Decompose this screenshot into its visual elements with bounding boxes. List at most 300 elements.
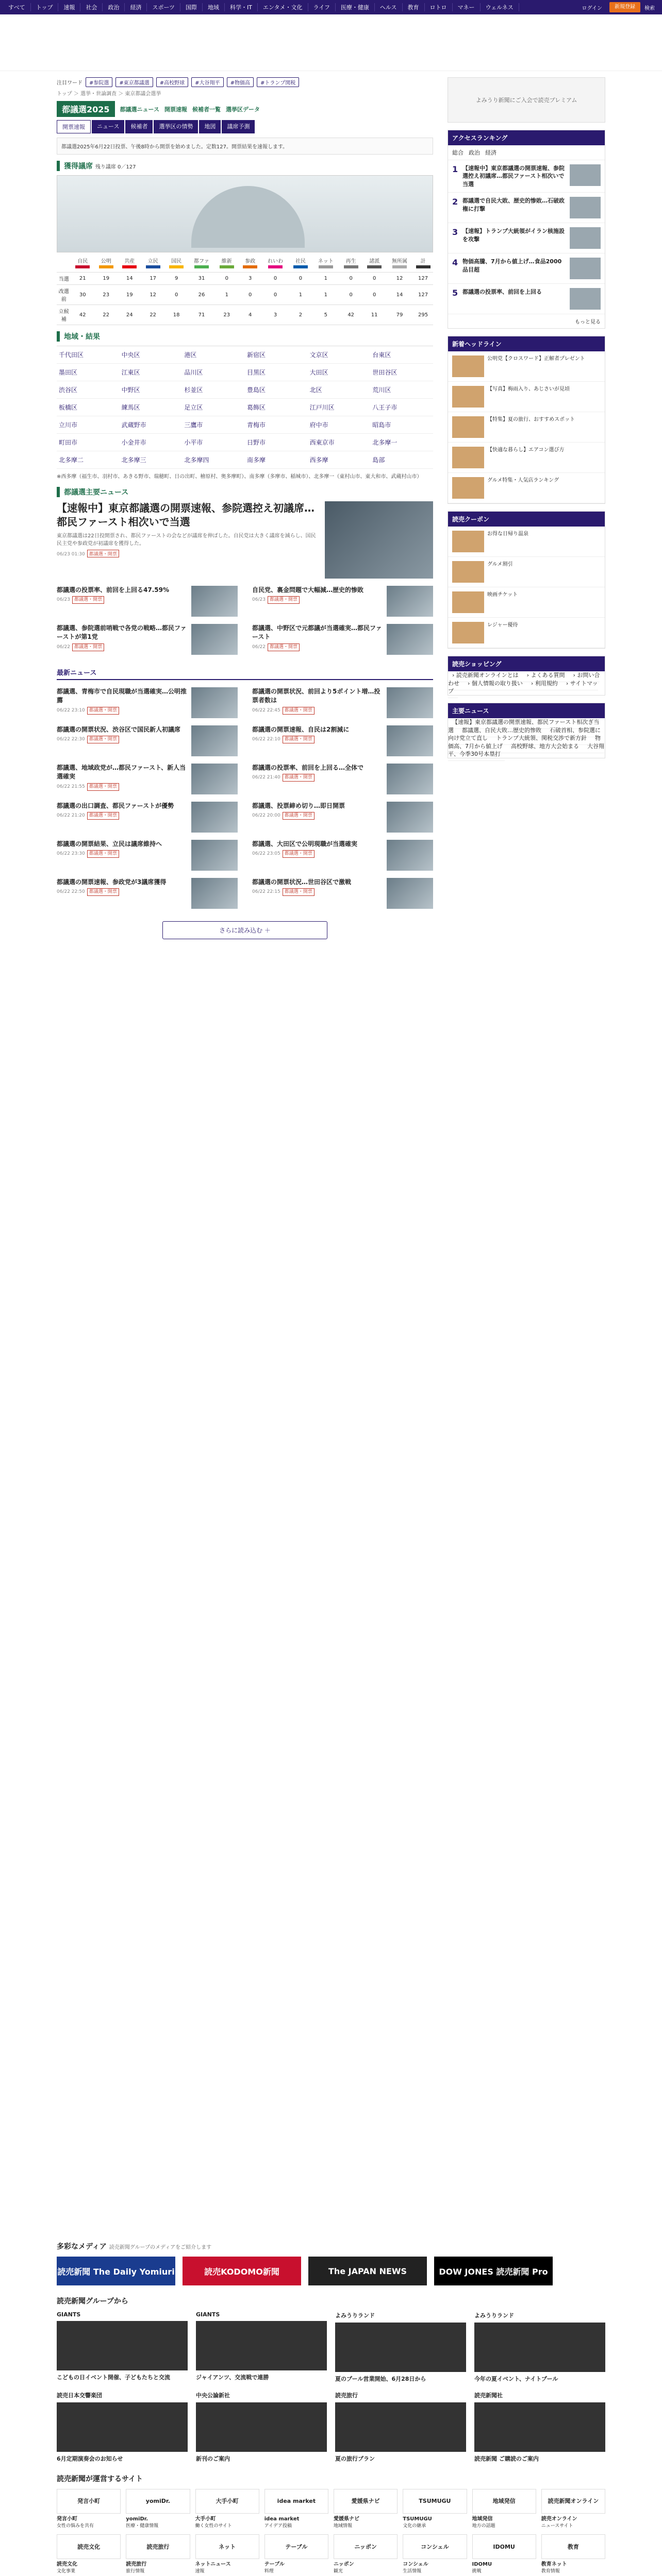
- group-title[interactable]: 夏のプール営業開始、6月28日から: [335, 2376, 426, 2382]
- trending-tag[interactable]: #高校野球: [156, 77, 188, 87]
- nav-item-10[interactable]: エンタメ・文化: [258, 3, 308, 11]
- group-card[interactable]: [57, 2391, 188, 2463]
- section-tab[interactable]: 選挙区の情勢: [154, 120, 198, 133]
- seat-header: 諸派: [362, 255, 386, 273]
- group-title[interactable]: 夏の旅行プラン: [335, 2455, 375, 2463]
- side-link[interactable]: › お問い合わせ: [448, 669, 600, 690]
- top-story-image[interactable]: [325, 501, 433, 579]
- promo-title[interactable]: 公明党【クロスワード】正解者プレゼント: [487, 356, 585, 362]
- site-logo[interactable]: 読売文化: [57, 2534, 121, 2559]
- site-card[interactable]: [403, 2489, 467, 2530]
- site-logo[interactable]: 読売新聞オンライン: [541, 2489, 605, 2514]
- group-card[interactable]: [196, 2311, 327, 2383]
- side-ad[interactable]: よみうり新聞にご入会で読売プレミアム: [448, 77, 605, 123]
- region-link[interactable]: 文京区: [308, 346, 371, 364]
- nav-item-13[interactable]: ヘルス: [375, 3, 403, 11]
- news-item[interactable]: [252, 764, 433, 794]
- news-thumb[interactable]: [191, 586, 238, 617]
- section-tab[interactable]: 地図: [199, 120, 221, 133]
- site-name: idea market: [264, 2516, 300, 2522]
- nav-item-7[interactable]: 国際: [180, 3, 203, 11]
- nav-item-17[interactable]: ウェルネス: [481, 3, 519, 11]
- coupon-title[interactable]: 映画チケット: [487, 592, 518, 598]
- seat-cell: 42: [339, 305, 362, 325]
- news-item[interactable]: [252, 725, 433, 756]
- coupon-thumb[interactable]: [452, 591, 484, 613]
- site-logo[interactable]: TSUMUGU: [403, 2489, 467, 2514]
- nav-item-0[interactable]: すべて: [3, 3, 31, 11]
- promo-item[interactable]: [448, 351, 605, 382]
- promo-item[interactable]: [448, 473, 605, 503]
- group-heading: 読売新聞グループから: [57, 2297, 128, 2306]
- nav-item-3[interactable]: 社会: [80, 3, 103, 11]
- site-name: テーブル: [264, 2562, 285, 2568]
- election-logo[interactable]: 都議選2025: [57, 101, 115, 117]
- section-tab[interactable]: 候補者: [125, 120, 153, 133]
- group-title[interactable]: ジャイアンツ、交流戦で連勝: [196, 2374, 269, 2381]
- news-title[interactable]: 都議選、投票締め切り…即日開票 06/22 20:00 都議選・開票: [252, 802, 383, 833]
- seat-header: ネット: [312, 255, 339, 273]
- ranking-tab[interactable]: 総合: [452, 149, 464, 156]
- election-tab[interactable]: 選挙区データ: [226, 106, 260, 113]
- site-card[interactable]: [195, 2534, 259, 2575]
- site-logo[interactable]: 教育: [541, 2534, 605, 2559]
- load-more-button[interactable]: さらに読み込む ＋: [162, 921, 327, 939]
- news-item[interactable]: [252, 840, 433, 871]
- promo-item[interactable]: [448, 443, 605, 473]
- region-link[interactable]: 武蔵野市: [120, 416, 183, 434]
- media-logo[interactable]: 読売新聞 The Daily Yomiuri: [57, 2257, 175, 2285]
- seat-cell: 0: [289, 273, 312, 285]
- region-note: ※西多摩（福生市、羽村市、あきる野市、瑞穂町、日の出町、檜原村、奥多摩町）、南多摩（多摩市、稲城市）、北多摩一（東村山市、東大和市、武蔵村山市）: [57, 474, 422, 480]
- election-tab[interactable]: 都議選ニュース: [120, 106, 159, 113]
- group-title[interactable]: 今年の夏イベント、ナイトプール: [474, 2376, 558, 2382]
- region-link[interactable]: 中央区: [120, 346, 183, 364]
- group-title[interactable]: 6月定期演奏会のお知らせ: [57, 2455, 123, 2463]
- news-item[interactable]: [57, 725, 238, 756]
- region-link[interactable]: 南多摩: [245, 451, 308, 469]
- region-link[interactable]: 北多摩四: [182, 451, 245, 469]
- region-link[interactable]: 荒川区: [370, 381, 433, 399]
- group-card[interactable]: [474, 2391, 605, 2463]
- promo-thumb[interactable]: [452, 477, 484, 499]
- login-link[interactable]: ログイン: [582, 5, 602, 11]
- region-link[interactable]: 町田市: [57, 434, 120, 451]
- news-title[interactable]: 自民党、裏金問題で大幅減…歴史的惨敗 06/23 都議選・開票: [252, 586, 383, 617]
- top-news-link[interactable]: 大谷翔平、今季30号本塁打: [448, 740, 604, 761]
- ranking-tab[interactable]: 政治: [469, 149, 480, 156]
- group-card[interactable]: [335, 2391, 466, 2463]
- news-thumb[interactable]: [387, 624, 433, 655]
- rank-title[interactable]: 物価高騰、7月から値上げ…食品2000品目超: [462, 258, 562, 273]
- news-title[interactable]: 都議選の投票率、前回を上回る…全体で 06/22 21:40 都議選・開票: [252, 764, 383, 794]
- site-logo[interactable]: idea market: [264, 2489, 328, 2514]
- nav-item-4[interactable]: 政治: [103, 3, 125, 11]
- region-link[interactable]: 港区: [182, 346, 245, 364]
- site-logo[interactable]: 愛媛県ナビ: [334, 2489, 398, 2514]
- seat-cell: 5: [312, 305, 339, 325]
- trending-tag[interactable]: #東京都議選: [115, 77, 153, 87]
- top-story-title[interactable]: 【速報中】東京都議選の開票速報、参院選控え初議席…都民ファースト相次いで当選: [57, 502, 315, 528]
- seat-cell: 26: [188, 285, 215, 305]
- trending-tag[interactable]: #トランプ関税: [257, 77, 299, 87]
- news-meta: 06/22 21:55 都議選・開票: [57, 783, 187, 791]
- site-name: 地域発信: [472, 2516, 493, 2522]
- coupon-item[interactable]: [448, 587, 605, 618]
- top-news-box: [448, 703, 605, 758]
- promo-title[interactable]: 【快適な暮らし】エアコン選び方: [487, 447, 565, 453]
- news-title[interactable]: 都議選、青梅市で自民現職が当選確実…公明推薦 06/22 23:10 都議選・開票: [57, 687, 187, 718]
- coupon-title[interactable]: レジャー優待: [487, 622, 518, 629]
- rank-thumb[interactable]: [570, 164, 601, 186]
- side-link[interactable]: › 個人情報の取り扱い: [464, 677, 527, 690]
- region-link[interactable]: 日野市: [245, 434, 308, 451]
- region-link[interactable]: 練馬区: [120, 399, 183, 416]
- trending-tag[interactable]: #大谷翔平: [191, 77, 223, 87]
- site-card[interactable]: [334, 2534, 398, 2575]
- news-title[interactable]: 都議選、地域政党が…都民ファースト、新人当選確実 06/22 21:55 都議選・開票: [57, 764, 187, 794]
- region-link[interactable]: 島部: [370, 451, 433, 469]
- region-link[interactable]: 目黒区: [245, 364, 308, 381]
- promo-title[interactable]: 【写真】梅雨入り、あじさいが見頃: [487, 386, 570, 393]
- news-title[interactable]: 都議選の出口調査、都民ファーストが優勢 06/22 21:20 都議選・開票: [57, 802, 187, 833]
- site-card[interactable]: [195, 2489, 259, 2530]
- region-link[interactable]: 大田区: [308, 364, 371, 381]
- ranking-heading: アクセスランキング: [448, 130, 605, 145]
- news-item[interactable]: [57, 764, 238, 794]
- region-link[interactable]: 西多摩: [308, 451, 371, 469]
- news-item[interactable]: [252, 687, 433, 718]
- seat-cell: 0: [362, 285, 386, 305]
- rank-title[interactable]: 都議選の投票率、前回を上回る: [462, 289, 542, 296]
- nav-item-1[interactable]: トップ: [31, 3, 59, 11]
- seat-cell: 21: [71, 273, 94, 285]
- rank-number: 4: [452, 258, 458, 268]
- ranking-item[interactable]: [448, 223, 605, 253]
- top-news-link[interactable]: 高校野球、地方大会始まる: [507, 740, 583, 753]
- region-link[interactable]: 北多摩一: [370, 434, 433, 451]
- group-image[interactable]: [57, 2321, 188, 2370]
- seat-cell: 19: [94, 273, 118, 285]
- region-link[interactable]: 北多摩二: [57, 451, 120, 469]
- party-color-swatch: [122, 265, 137, 268]
- site-grid: [57, 2489, 605, 2575]
- site-logo[interactable]: ニッポン: [334, 2534, 398, 2559]
- coupon-item[interactable]: [448, 557, 605, 587]
- news-item[interactable]: [57, 840, 238, 871]
- promo-thumb[interactable]: [452, 416, 484, 438]
- news-thumb[interactable]: [387, 687, 433, 718]
- region-link[interactable]: 中野区: [120, 381, 183, 399]
- group-image[interactable]: [335, 2402, 466, 2452]
- ranking-more-link[interactable]: もっと見る: [575, 319, 601, 326]
- site-logo[interactable]: 読売旅行: [126, 2534, 190, 2559]
- news-item[interactable]: [57, 802, 238, 833]
- site-logo[interactable]: テーブル: [264, 2534, 328, 2559]
- rank-title[interactable]: 【速報】トランプ大統領がイラン核施設を攻撃: [462, 228, 565, 243]
- group-label: よみうりランド: [474, 2312, 514, 2319]
- group-image[interactable]: [474, 2402, 605, 2452]
- media-logo[interactable]: DOW JONES 読売新聞 Pro: [434, 2257, 553, 2285]
- news-item[interactable]: [252, 624, 433, 655]
- region-link[interactable]: 立川市: [57, 416, 120, 434]
- region-link[interactable]: 西東京市: [308, 434, 371, 451]
- seat-cell: 0: [164, 285, 188, 305]
- region-link[interactable]: 新宿区: [245, 346, 308, 364]
- nav-item-12[interactable]: 医療・健康: [336, 3, 375, 11]
- region-link[interactable]: 板橋区: [57, 399, 120, 416]
- register-button[interactable]: 新規登録: [609, 2, 640, 12]
- rank-number: 3: [452, 227, 458, 238]
- group-label: GIANTS: [196, 2311, 220, 2318]
- seat-header: 共産: [118, 255, 141, 273]
- coupon-title[interactable]: お得な日帰り温泉: [487, 531, 528, 537]
- side-link[interactable]: › よくある質問: [523, 669, 569, 682]
- site-name: ネットニュース: [195, 2562, 231, 2568]
- region-link[interactable]: 青梅市: [245, 416, 308, 434]
- section-tab[interactable]: 開票速報: [57, 120, 91, 133]
- top-news-link[interactable]: トランプ大統領、関税交渉で新方針: [492, 732, 591, 745]
- news-item[interactable]: [57, 586, 238, 617]
- coupon-title[interactable]: グルメ割引: [487, 562, 513, 568]
- site-card[interactable]: [472, 2534, 536, 2575]
- news-badge: 都議選・開票: [87, 736, 119, 743]
- region-link[interactable]: 江戸川区: [308, 399, 371, 416]
- media-logo[interactable]: 読売KODOMO新聞: [183, 2257, 301, 2285]
- promo-title[interactable]: グルメ特集・人気店ランキング: [487, 478, 559, 484]
- news-title[interactable]: 都議選の開票速報、参政党が3議席獲得 06/22 22:50 都議選・開票: [57, 878, 187, 909]
- news-title[interactable]: 都議選の投票率、前回を上回る47.59% 06/23 都議選・開票: [57, 586, 187, 617]
- coupon-item[interactable]: [448, 527, 605, 557]
- site-card[interactable]: [57, 2489, 121, 2530]
- ranking-item[interactable]: [448, 253, 605, 284]
- region-link[interactable]: 台東区: [370, 346, 433, 364]
- ranking-item[interactable]: [448, 284, 605, 314]
- site-card[interactable]: [126, 2489, 190, 2530]
- site-card[interactable]: [57, 2534, 121, 2575]
- site-card[interactable]: [472, 2489, 536, 2530]
- region-link[interactable]: 昭島市: [370, 416, 433, 434]
- party-color-swatch: [319, 265, 333, 268]
- ranking-tab[interactable]: 経済: [485, 149, 496, 156]
- news-thumb[interactable]: [191, 840, 238, 871]
- nav-item-6[interactable]: スポーツ: [147, 3, 180, 11]
- section-tab[interactable]: ニュース: [92, 120, 124, 133]
- election-tab[interactable]: 候補者一覧: [192, 106, 221, 113]
- news-thumb[interactable]: [387, 586, 433, 617]
- news-badge: 都議選・開票: [268, 643, 300, 651]
- news-meta: 06/22 22:10 都議選・開票: [252, 736, 383, 743]
- news-title[interactable]: 都議選、中野区で元都議が当選確実…都民ファースト 06/22 都議選・開票: [252, 624, 383, 655]
- region-link[interactable]: 豊島区: [245, 381, 308, 399]
- news-thumb[interactable]: [191, 687, 238, 718]
- group-title[interactable]: こどもの日イベント開催、子どもたちと交流: [57, 2374, 170, 2381]
- election-header: [57, 101, 433, 117]
- group-title[interactable]: 読売新聞 ご購読のご案内: [474, 2455, 539, 2463]
- rank-number: 5: [452, 288, 458, 298]
- news-title[interactable]: 都議選の開票結果、立民は議席維持へ 06/22 23:30 都議選・開票: [57, 840, 187, 871]
- nav-item-14[interactable]: 教育: [403, 3, 425, 11]
- group-card[interactable]: [196, 2391, 327, 2463]
- rank-thumb[interactable]: [570, 288, 601, 310]
- region-link[interactable]: 世田谷区: [370, 364, 433, 381]
- news-thumb[interactable]: [387, 878, 433, 909]
- group-image[interactable]: [196, 2321, 327, 2370]
- nav-item-2[interactable]: 速報: [58, 3, 80, 11]
- side-link[interactable]: › サイトマップ: [448, 677, 598, 698]
- news-thumb[interactable]: [191, 725, 238, 756]
- party-color-swatch: [146, 265, 160, 268]
- side-link[interactable]: › 読売新聞オンラインとは: [448, 669, 523, 682]
- news-thumb[interactable]: [387, 725, 433, 756]
- site-card[interactable]: [334, 2489, 398, 2530]
- site-desc: 医療・健康情報: [126, 2523, 159, 2529]
- group-card[interactable]: [57, 2311, 188, 2383]
- rank-title[interactable]: 都議選で自民大敗、歴史的惨敗…石破政権に打撃: [462, 197, 565, 212]
- site-card[interactable]: [264, 2534, 328, 2575]
- site-name: コンシェル: [403, 2562, 428, 2568]
- promo-thumb[interactable]: [452, 447, 484, 468]
- coupon-thumb[interactable]: [452, 561, 484, 583]
- site-logo[interactable]: ネット: [195, 2534, 259, 2559]
- header-band: [0, 14, 662, 71]
- search-link[interactable]: 検索: [644, 5, 655, 11]
- group-card[interactable]: [335, 2311, 466, 2383]
- region-link[interactable]: 墨田区: [57, 364, 120, 381]
- top-news-link[interactable]: 【速報】東京都議選の開票速報、都民ファースト相次ぎ当選: [448, 716, 599, 737]
- group-label: 中央公論新社: [196, 2392, 230, 2399]
- group-image[interactable]: [196, 2402, 327, 2452]
- coupon-item[interactable]: [448, 618, 605, 648]
- group-label: 読売旅行: [335, 2392, 358, 2399]
- news-thumb[interactable]: [191, 624, 238, 655]
- news-thumb[interactable]: [387, 764, 433, 794]
- group-image[interactable]: [474, 2323, 605, 2372]
- election-tab[interactable]: 開票速報: [164, 106, 187, 113]
- region-link[interactable]: 府中市: [308, 416, 371, 434]
- rank-thumb[interactable]: [570, 197, 601, 218]
- seat-cell: 295: [413, 305, 433, 325]
- promo-item[interactable]: [448, 382, 605, 412]
- news-thumb[interactable]: [191, 802, 238, 833]
- nav-item-9[interactable]: 科学・IT: [225, 3, 258, 11]
- site-card[interactable]: [403, 2534, 467, 2575]
- site-card[interactable]: [541, 2534, 605, 2575]
- trending-tag[interactable]: #参院選: [86, 77, 112, 87]
- site-logo[interactable]: 発言小町: [57, 2489, 121, 2514]
- region-link[interactable]: 北区: [308, 381, 371, 399]
- group-title[interactable]: 新刊のご案内: [196, 2455, 230, 2463]
- seat-header: 自民: [71, 255, 94, 273]
- news-title[interactable]: 都議選、参院選前哨戦で各党の戦略…都民ファーストが第1党 06/22 都議選・開票: [57, 624, 187, 655]
- party-color-swatch: [293, 265, 308, 268]
- news-title[interactable]: 都議選の開票状況、前回より5ポイント増…投票者数は 06/22 22:45 都議選・開票: [252, 687, 383, 718]
- media-logo[interactable]: The JAPAN NEWS: [308, 2257, 427, 2285]
- news-title[interactable]: 都議選の開票状況、渋谷区で国民新人初議席 06/22 22:30 都議選・開票: [57, 725, 187, 756]
- news-title[interactable]: 都議選の開票速報、自民は2割減に 06/22 22:10 都議選・開票: [252, 725, 383, 756]
- region-link[interactable]: 渋谷区: [57, 381, 120, 399]
- region-link[interactable]: 小金井市: [120, 434, 183, 451]
- site-card[interactable]: [264, 2489, 328, 2530]
- site-logo[interactable]: IDOMU: [472, 2534, 536, 2559]
- news-item[interactable]: [252, 802, 433, 833]
- news-item[interactable]: [57, 624, 238, 655]
- news-title[interactable]: 都議選、大田区で公明現職が当選確実 06/22 23:05 都議選・開票: [252, 840, 383, 871]
- promo-thumb[interactable]: [452, 355, 484, 377]
- ranking-item[interactable]: [448, 193, 605, 223]
- region-link[interactable]: 三鷹市: [182, 416, 245, 434]
- region-link[interactable]: 杉並区: [182, 381, 245, 399]
- group-card[interactable]: [474, 2311, 605, 2383]
- news-thumb[interactable]: [191, 764, 238, 794]
- promo-title[interactable]: 【特集】夏の旅行、おすすめスポット: [487, 417, 575, 423]
- news-thumb[interactable]: [387, 802, 433, 833]
- region-link[interactable]: 小平市: [182, 434, 245, 451]
- nav-item-15[interactable]: ロトロ: [425, 3, 453, 11]
- party-color-swatch: [268, 265, 283, 268]
- nav-item-8[interactable]: 地域: [203, 3, 225, 11]
- promo-item[interactable]: [448, 412, 605, 443]
- group-image[interactable]: [57, 2402, 188, 2452]
- promo-thumb[interactable]: [452, 386, 484, 408]
- news-thumb[interactable]: [387, 840, 433, 871]
- site-logo[interactable]: yomiDr.: [126, 2489, 190, 2514]
- rank-thumb[interactable]: [570, 227, 601, 249]
- region-link[interactable]: 品川区: [182, 364, 245, 381]
- rank-thumb[interactable]: [570, 258, 601, 279]
- region-link[interactable]: 足立区: [182, 399, 245, 416]
- news-title[interactable]: 都議選の開票状況…世田谷区で激戦 06/22 22:15 都議選・開票: [252, 878, 383, 909]
- shop-box: [448, 656, 605, 696]
- group-image[interactable]: [335, 2323, 466, 2372]
- news-item[interactable]: [252, 878, 433, 909]
- coupon-thumb[interactable]: [452, 622, 484, 643]
- region-link[interactable]: 千代田区: [57, 346, 120, 364]
- nav-item-16[interactable]: マネー: [453, 3, 481, 11]
- site-logo[interactable]: 大手小町: [195, 2489, 259, 2514]
- top-news-link[interactable]: 石破首相、参院選に向け党立て直し: [448, 724, 601, 745]
- news-item[interactable]: [57, 878, 238, 909]
- top-news-link[interactable]: 都議選、自民大敗…歴史的惨敗: [458, 724, 545, 737]
- news-meta: 06/22 20:00 都議選・開票: [252, 812, 383, 820]
- side-link[interactable]: › 利用規約: [527, 677, 562, 690]
- top-news-link[interactable]: 物価高、7月から値上げ: [448, 732, 601, 753]
- news-item[interactable]: [57, 687, 238, 718]
- news-meta: 06/22 22:15 都議選・開票: [252, 888, 383, 896]
- region-link[interactable]: 江東区: [120, 364, 183, 381]
- nav-item-11[interactable]: ライフ: [308, 3, 336, 11]
- seat-cell: 19: [118, 285, 141, 305]
- region-link[interactable]: 八王子市: [370, 399, 433, 416]
- ranking-item[interactable]: [448, 160, 605, 193]
- site-logo[interactable]: コンシェル: [403, 2534, 467, 2559]
- site-logo[interactable]: 地域発信: [472, 2489, 536, 2514]
- region-link[interactable]: 北多摩三: [120, 451, 183, 469]
- news-badge: 都議選・開票: [87, 812, 119, 820]
- site-card[interactable]: [541, 2489, 605, 2530]
- site-card[interactable]: [126, 2534, 190, 2575]
- rank-title[interactable]: 【速報中】東京都議選の開票速報、参院選控え初議席…都民ファースト相次いで当選: [462, 165, 565, 188]
- top-story[interactable]: [57, 501, 433, 579]
- region-link[interactable]: 葛飾区: [245, 399, 308, 416]
- seat-cell: 31: [188, 273, 215, 285]
- nav-item-5[interactable]: 経済: [125, 3, 147, 11]
- news-thumb[interactable]: [191, 878, 238, 909]
- section-tab[interactable]: 議席予測: [222, 120, 255, 133]
- trending-tag[interactable]: #物価高: [227, 77, 254, 87]
- news-item[interactable]: [252, 586, 433, 617]
- coupon-thumb[interactable]: [452, 531, 484, 552]
